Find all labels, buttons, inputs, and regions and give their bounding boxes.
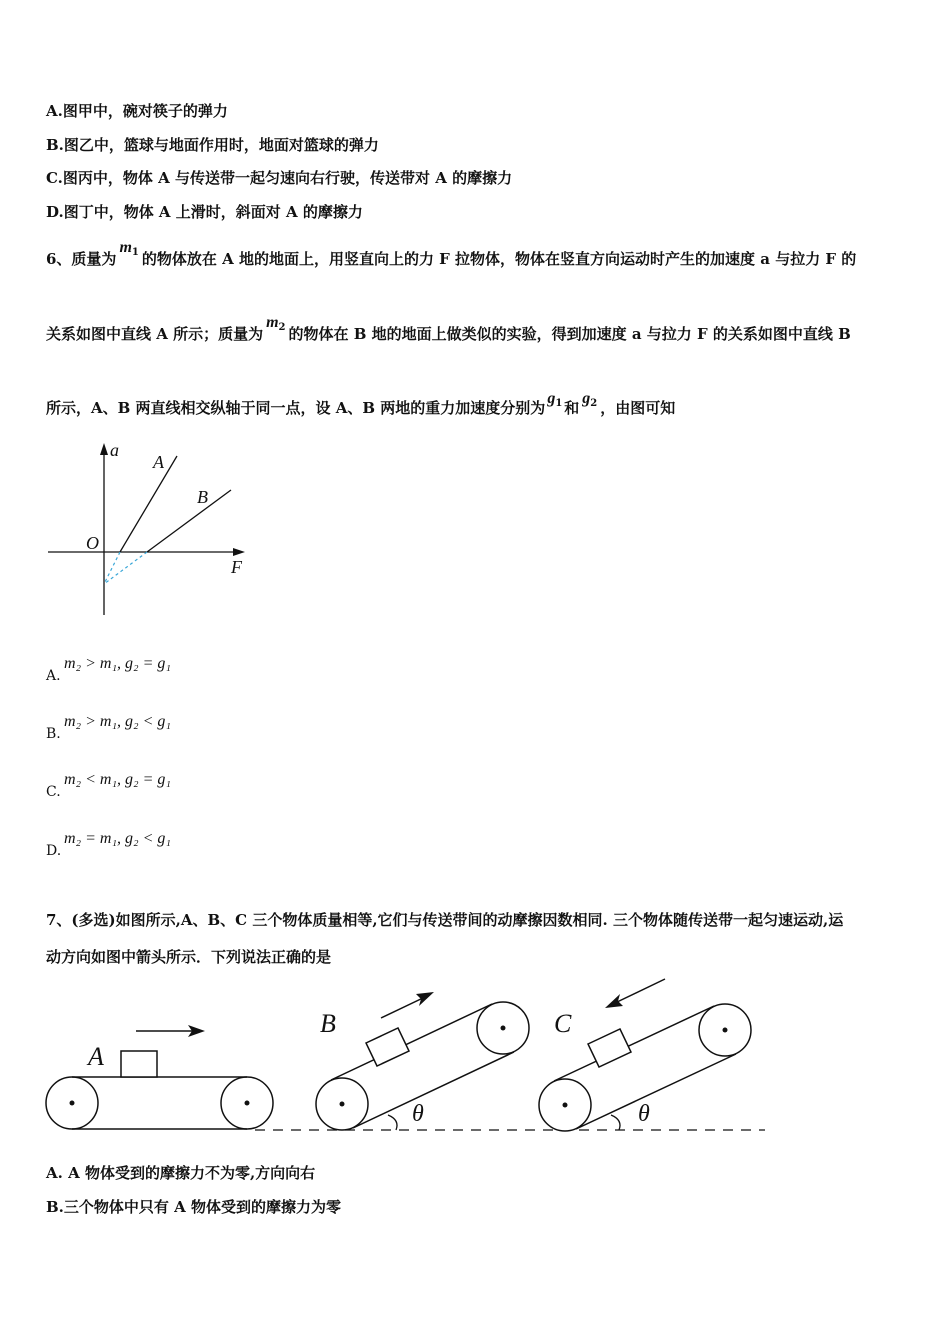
- x-axis-arrow: [233, 548, 245, 556]
- q7-line2: 动方向如图中箭头所示．下列说法正确的是: [46, 948, 332, 966]
- q6-line2-post: 的物体在 B 地的地面上做类似的实验，得到加速度 a 与拉力 F 的关系如图中直线 B: [288, 325, 851, 343]
- origin-label: O: [86, 533, 99, 553]
- q6-option-a-expr: m₂ > m₁, g₂ = g₁: [64, 655, 171, 672]
- conveyor-a: [46, 1025, 273, 1129]
- line-b-extension: [104, 552, 147, 584]
- q6-graph: [40, 440, 260, 620]
- q6-option-b-expr: m₂ > m₁, g₂ < g₁: [64, 713, 171, 730]
- arrow-c-shaft: [615, 979, 665, 1003]
- axis-x-label: F: [231, 557, 242, 577]
- q6-m1-symbol: $m_1$: [119, 239, 139, 258]
- line-a-label: A: [153, 452, 164, 472]
- line-b-label: B: [197, 487, 208, 507]
- theta-2: θ: [638, 1101, 650, 1127]
- q6-m2-symbol: $m_2$: [266, 314, 286, 333]
- q7-option-a: A. A 物体受到的摩擦力不为零,方向向右: [46, 1164, 316, 1182]
- q5-option-d: D.图丁中，物体 A 上滑时，斜面对 A 的摩擦力: [46, 203, 363, 221]
- angle-arc-1: [388, 1115, 397, 1130]
- label-b: B: [320, 1009, 336, 1038]
- q5-option-c: C.图丙中，物体 A 与传送带一起匀速向右行驶，传送带对 A 的摩擦力: [46, 169, 513, 187]
- q7-conveyor-figure: [40, 975, 780, 1140]
- arrow-b-head: [416, 992, 434, 1006]
- line-a-extension: [104, 552, 120, 584]
- q6-line1-pre: 6、质量为: [46, 250, 117, 268]
- q6-option-d-letter: D.: [46, 843, 62, 859]
- q7-line1: 7、(多选)如图所示,A、B、C 三个物体质量相等,它们与传送带间的动摩擦因数相同. 三个物体随传送带一起匀速运动,运: [46, 911, 844, 929]
- theta-1: θ: [412, 1101, 424, 1127]
- q6-line3-pre: 所示，A、B 两直线相交纵轴于同一点，设 A、B 两地的重力加速度分别为: [46, 399, 546, 417]
- q6-line3: [46, 390, 676, 424]
- block-a: [121, 1051, 157, 1077]
- q6-line2: [46, 314, 851, 350]
- line-a: [120, 456, 177, 552]
- q6-and: 和: [564, 399, 580, 417]
- conveyor-b: [316, 992, 529, 1130]
- q5-option-a: A.图甲中，碗对筷子的弹力: [46, 102, 228, 120]
- q5-option-b: B.图乙中，篮球与地面作用时，地面对篮球的弹力: [46, 136, 379, 154]
- label-a: A: [88, 1042, 104, 1071]
- q6-option-b-letter: B.: [46, 726, 61, 742]
- q6-option-c-letter: C.: [46, 784, 61, 800]
- y-axis-arrow: [100, 443, 108, 455]
- arrow-b-shaft: [381, 997, 425, 1018]
- q6-line3-post: ，由图可知: [600, 399, 676, 417]
- q6-g2-symbol: $g_2$: [582, 390, 598, 409]
- axis-y-label: a: [110, 440, 119, 460]
- q6-option-a-letter: A.: [46, 668, 61, 684]
- q7-option-b: B.三个物体中只有 A 物体受到的摩擦力为零: [46, 1198, 341, 1216]
- q6-line1: [46, 239, 857, 275]
- line-b: [147, 490, 231, 552]
- label-c: C: [554, 1009, 572, 1038]
- q6-option-d-expr: m₂ = m₁, g₂ < g₁: [64, 830, 171, 847]
- q6-line1-post: 的物体放在 A 地的地面上，用竖直向上的力 F 拉物体，物体在竖直方向运动时产生的加速度 a 与拉力 F 的: [141, 250, 857, 268]
- q6-line2-pre: 关系如图中直线 A 所示；质量为: [46, 325, 264, 343]
- angle-arc-2: [611, 1115, 620, 1130]
- q6-g1-symbol: $g_1$: [547, 390, 563, 409]
- conveyor-c: [539, 979, 751, 1131]
- q6-option-c-expr: m₂ < m₁, g₂ = g₁: [64, 771, 171, 788]
